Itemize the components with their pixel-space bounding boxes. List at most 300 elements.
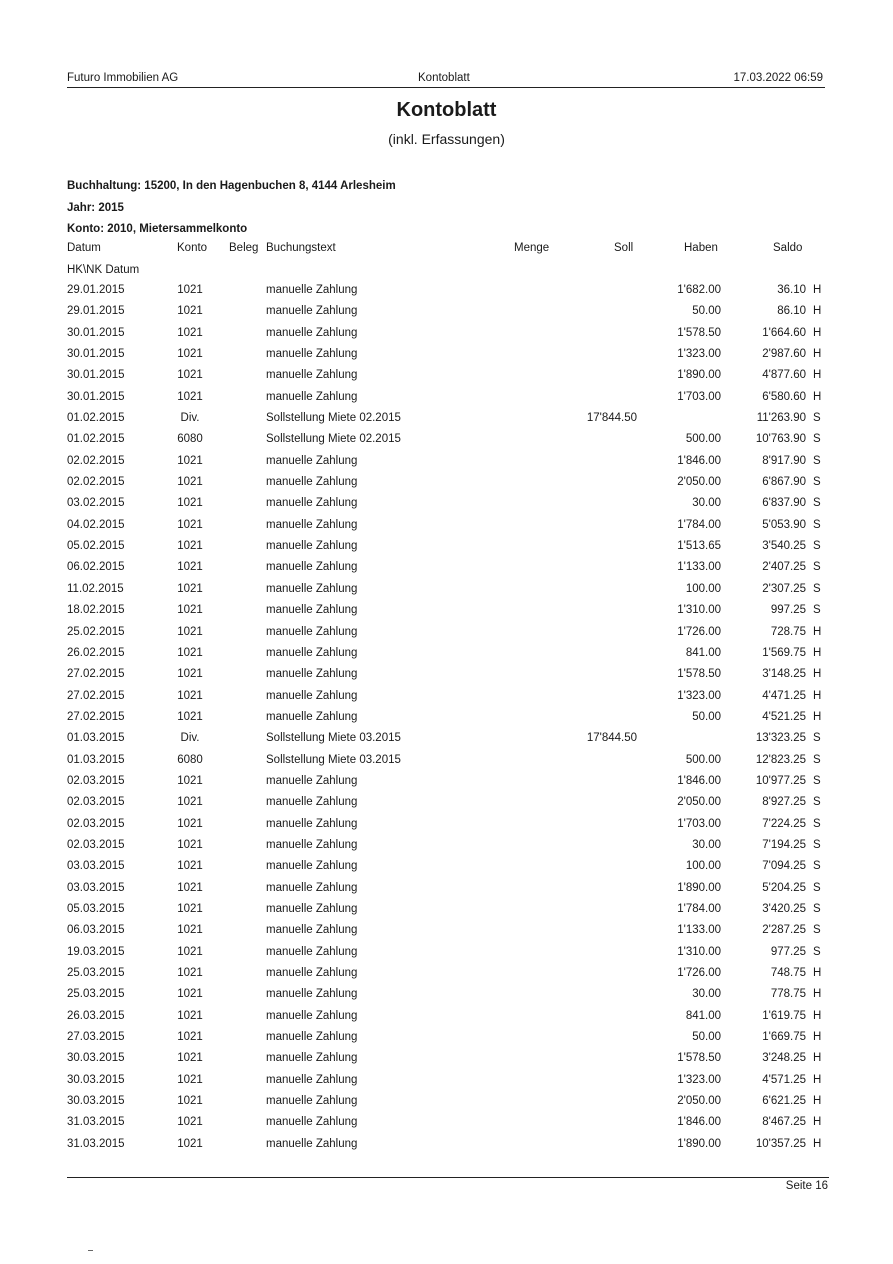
row-haben: 1'310.00: [677, 945, 721, 958]
col-buchungstext: Buchungstext: [266, 242, 336, 254]
row-konto: 1021: [177, 390, 203, 403]
row-saldo-side: S: [813, 753, 821, 766]
row-buchungstext: manuelle Zahlung: [266, 454, 358, 467]
row-date: 01.02.2015: [67, 433, 125, 446]
row-date: 30.03.2015: [67, 1073, 125, 1086]
table-row: [0, 391, 893, 412]
row-date: 02.03.2015: [67, 796, 125, 809]
table-row: [0, 1116, 893, 1137]
row-date: 30.01.2015: [67, 369, 125, 382]
row-saldo: 3'420.25: [762, 902, 806, 915]
row-saldo: 8'927.25: [762, 796, 806, 809]
row-konto: 1021: [177, 326, 203, 339]
row-konto: 1021: [177, 646, 203, 659]
col-soll: Soll: [614, 242, 634, 254]
row-saldo: 5'053.90: [762, 518, 806, 531]
row-buchungstext: manuelle Zahlung: [266, 625, 358, 638]
row-saldo: 3'148.25: [762, 668, 806, 681]
footer-divider: [67, 1177, 829, 1178]
row-saldo: 728.75: [770, 625, 806, 638]
row-konto: 6080: [177, 753, 203, 766]
row-buchungstext: manuelle Zahlung: [266, 774, 358, 787]
header-divider: [67, 87, 825, 88]
row-saldo: 11'263.90: [756, 412, 806, 425]
row-saldo: 977.25: [770, 945, 806, 958]
row-date: 19.03.2015: [67, 945, 125, 958]
row-saldo-side: S: [813, 796, 821, 809]
row-konto: 1021: [177, 881, 203, 894]
row-konto: 1021: [177, 625, 203, 638]
row-saldo-side: H: [813, 1095, 822, 1108]
row-haben: 50.00: [692, 1031, 721, 1044]
row-date: 27.02.2015: [67, 689, 125, 702]
row-buchungstext: manuelle Zahlung: [266, 838, 358, 851]
row-saldo-side: S: [813, 902, 821, 915]
row-konto: 1021: [177, 369, 203, 382]
row-haben: 100.00: [685, 582, 721, 595]
row-konto: 1021: [177, 967, 203, 979]
table-row: [0, 924, 893, 945]
row-haben: 1'784.00: [677, 902, 721, 915]
table-row: [0, 561, 893, 582]
row-saldo: 10'977.25: [755, 774, 806, 787]
row-saldo-side: H: [813, 646, 822, 659]
row-konto: 6080: [177, 433, 203, 446]
row-date: 27.02.2015: [67, 710, 125, 723]
row-date: 03.03.2015: [67, 860, 125, 873]
page-number: Seite 16: [785, 1180, 828, 1192]
row-date: 29.01.2015: [67, 284, 125, 296]
row-date: 18.02.2015: [67, 604, 125, 617]
row-saldo: 748.75: [770, 967, 806, 979]
row-saldo: 12'823.25: [755, 753, 806, 766]
row-saldo: 1'619.75: [762, 1009, 806, 1022]
row-date: 26.03.2015: [67, 1009, 125, 1022]
row-haben: 2'050.00: [677, 476, 721, 489]
row-haben: 1'513.65: [677, 540, 721, 553]
row-konto: 1021: [177, 1031, 203, 1044]
row-buchungstext: manuelle Zahlung: [266, 1009, 358, 1022]
row-konto: 1021: [177, 540, 203, 553]
row-haben: 1'310.00: [677, 604, 721, 617]
row-konto: 1021: [177, 838, 203, 851]
row-buchungstext: manuelle Zahlung: [266, 497, 358, 510]
row-date: 26.02.2015: [67, 646, 125, 659]
row-konto: 1021: [177, 860, 203, 873]
row-saldo-side: H: [813, 988, 822, 1001]
row-konto: Div.: [180, 412, 200, 425]
row-buchungstext: manuelle Zahlung: [266, 390, 358, 403]
row-date: 01.03.2015: [67, 753, 125, 766]
row-buchungstext: manuelle Zahlung: [266, 796, 358, 809]
row-haben: 841.00: [685, 646, 721, 659]
table-row: [0, 604, 893, 625]
row-konto: 1021: [177, 305, 203, 318]
row-date: 11.02.2015: [67, 582, 124, 595]
row-haben: 1'133.00: [677, 561, 721, 574]
row-buchungstext: manuelle Zahlung: [266, 689, 358, 702]
row-saldo-side: H: [813, 625, 822, 638]
row-haben: 50.00: [692, 710, 721, 723]
row-buchungstext: manuelle Zahlung: [266, 668, 358, 681]
row-saldo-side: S: [813, 924, 821, 937]
table-row: [0, 284, 893, 305]
row-saldo: 7'094.25: [762, 860, 806, 873]
row-saldo-side: H: [813, 967, 822, 979]
row-date: 05.02.2015: [67, 540, 125, 553]
row-saldo: 6'837.90: [762, 497, 806, 510]
table-row: [0, 1031, 893, 1052]
row-konto: 1021: [177, 1073, 203, 1086]
row-saldo-side: S: [813, 774, 821, 787]
row-konto: 1021: [177, 774, 203, 787]
row-konto: 1021: [177, 1052, 203, 1065]
row-buchungstext: manuelle Zahlung: [266, 1116, 358, 1129]
row-saldo-side: S: [813, 518, 821, 531]
row-saldo-side: H: [813, 1009, 822, 1022]
table-row: [0, 690, 893, 711]
table-row: [0, 668, 893, 689]
ledger-table-body: [0, 284, 893, 1159]
table-row: [0, 711, 893, 732]
row-saldo-side: H: [813, 1073, 822, 1086]
row-konto: 1021: [177, 988, 203, 1001]
row-saldo: 6'621.25: [762, 1095, 806, 1108]
row-buchungstext: Sollstellung Miete 02.2015: [266, 412, 401, 425]
row-buchungstext: Sollstellung Miete 03.2015: [266, 753, 401, 766]
row-saldo-side: S: [813, 881, 821, 894]
row-haben: 50.00: [692, 305, 721, 318]
row-konto: 1021: [177, 348, 203, 361]
row-haben: 1'323.00: [677, 348, 721, 361]
row-date: 30.03.2015: [67, 1095, 125, 1108]
col-hknk-datum: HK\NK Datum: [67, 264, 140, 276]
row-saldo: 10'357.25: [755, 1137, 806, 1150]
row-haben: 1'323.00: [677, 689, 721, 702]
row-saldo-side: H: [813, 1116, 822, 1129]
row-date: 30.01.2015: [67, 326, 125, 339]
table-row: [0, 647, 893, 668]
row-date: 02.02.2015: [67, 476, 125, 489]
row-haben: 1'682.00: [677, 284, 721, 296]
row-buchungstext: manuelle Zahlung: [266, 945, 358, 958]
table-row: [0, 839, 893, 860]
row-date: 02.03.2015: [67, 838, 125, 851]
row-saldo: 6'580.60: [762, 390, 806, 403]
row-saldo-side: S: [813, 497, 821, 510]
col-menge: Menge: [514, 242, 550, 254]
row-saldo: 3'540.25: [762, 540, 806, 553]
table-row: [0, 946, 893, 967]
row-date: 01.02.2015: [67, 412, 125, 425]
row-date: 02.03.2015: [67, 774, 125, 787]
row-date: 03.03.2015: [67, 881, 125, 894]
row-konto: 1021: [177, 561, 203, 574]
row-buchungstext: manuelle Zahlung: [266, 326, 358, 339]
row-saldo-side: S: [813, 540, 821, 553]
row-saldo: 36.10: [777, 284, 806, 296]
row-saldo: 2'307.25: [762, 582, 806, 595]
row-buchungstext: manuelle Zahlung: [266, 1031, 358, 1044]
row-buchungstext: manuelle Zahlung: [266, 561, 358, 574]
row-date: 03.02.2015: [67, 497, 125, 510]
row-saldo: 2'287.25: [762, 924, 806, 937]
row-haben: 1'890.00: [677, 369, 721, 382]
table-row: [0, 497, 893, 518]
row-haben: 1'890.00: [677, 881, 721, 894]
table-row: [0, 369, 893, 390]
row-saldo-side: H: [813, 689, 822, 702]
row-date: 04.02.2015: [67, 518, 125, 531]
col-konto: Konto: [177, 242, 208, 254]
row-konto: 1021: [177, 454, 203, 467]
row-saldo-side: S: [813, 433, 821, 446]
row-saldo: 4'877.60: [762, 369, 806, 382]
row-saldo-side: S: [813, 412, 821, 425]
row-saldo: 2'987.60: [762, 348, 806, 361]
header-datetime: 17.03.2022 06:59: [733, 72, 823, 84]
row-buchungstext: manuelle Zahlung: [266, 1095, 358, 1108]
col-haben: Haben: [684, 242, 718, 254]
row-buchungstext: manuelle Zahlung: [266, 860, 358, 873]
row-date: 25.03.2015: [67, 988, 125, 1001]
row-saldo-side: H: [813, 1052, 822, 1065]
row-konto: 1021: [177, 924, 203, 937]
row-date: 25.03.2015: [67, 967, 125, 979]
row-haben: 1'846.00: [677, 1116, 721, 1129]
row-konto: Div.: [180, 732, 200, 745]
row-saldo-side: S: [813, 604, 821, 617]
table-row: [0, 412, 893, 433]
table-row: [0, 583, 893, 604]
row-haben: 30.00: [692, 838, 721, 851]
row-buchungstext: Sollstellung Miete 03.2015: [266, 732, 401, 745]
row-konto: 1021: [177, 945, 203, 958]
row-date: 30.01.2015: [67, 348, 125, 361]
row-haben: 2'050.00: [677, 796, 721, 809]
table-row: [0, 476, 893, 497]
row-konto: 1021: [177, 710, 203, 723]
row-konto: 1021: [177, 689, 203, 702]
row-konto: 1021: [177, 1009, 203, 1022]
row-date: 27.02.2015: [67, 668, 125, 681]
row-haben: 1'726.00: [677, 625, 721, 638]
row-saldo-side: H: [813, 668, 822, 681]
row-saldo: 2'407.25: [762, 561, 806, 574]
row-saldo-side: S: [813, 817, 821, 830]
row-haben: 1'323.00: [677, 1073, 721, 1086]
table-row: [0, 433, 893, 454]
table-row: [0, 732, 893, 753]
row-saldo: 4'471.25: [762, 689, 806, 702]
row-saldo: 7'224.25: [762, 817, 806, 830]
table-row: [0, 967, 893, 988]
row-saldo: 1'664.60: [762, 326, 806, 339]
row-konto: 1021: [177, 902, 203, 915]
row-date: 25.02.2015: [67, 625, 125, 638]
header-document-type: Kontoblatt: [418, 72, 470, 84]
row-saldo-side: S: [813, 732, 821, 745]
table-row: [0, 519, 893, 540]
row-buchungstext: manuelle Zahlung: [266, 881, 358, 894]
row-saldo: 7'194.25: [762, 838, 806, 851]
row-konto: 1021: [177, 518, 203, 531]
row-haben: 1'846.00: [677, 454, 721, 467]
table-row: [0, 1010, 893, 1031]
table-row: [0, 348, 893, 369]
row-saldo-side: S: [813, 945, 821, 958]
row-haben: 1'133.00: [677, 924, 721, 937]
row-soll: 17'844.50: [586, 732, 637, 745]
row-saldo: 1'669.75: [762, 1031, 806, 1044]
row-haben: 841.00: [685, 1009, 721, 1022]
row-buchungstext: manuelle Zahlung: [266, 988, 358, 1001]
row-haben: 1'703.00: [677, 390, 721, 403]
row-buchungstext: manuelle Zahlung: [266, 476, 358, 489]
row-date: 06.02.2015: [67, 561, 125, 574]
row-haben: 2'050.00: [677, 1095, 721, 1108]
row-saldo: 6'867.90: [762, 476, 806, 489]
row-saldo-side: S: [813, 454, 821, 467]
row-saldo-side: H: [813, 710, 822, 723]
row-konto: 1021: [177, 668, 203, 681]
row-haben: 1'578.50: [677, 1052, 721, 1065]
row-saldo-side: H: [813, 305, 822, 318]
row-buchungstext: manuelle Zahlung: [266, 305, 358, 318]
row-saldo-side: H: [813, 369, 822, 382]
row-haben: 1'703.00: [677, 817, 721, 830]
meta-jahr: Jahr: 2015: [67, 202, 124, 214]
table-row: [0, 305, 893, 326]
col-saldo: Saldo: [773, 242, 803, 254]
row-haben: 1'846.00: [677, 774, 721, 787]
row-konto: 1021: [177, 1116, 203, 1129]
row-saldo-side: H: [813, 1031, 822, 1044]
row-haben: 1'890.00: [677, 1137, 721, 1150]
row-date: 02.03.2015: [67, 817, 125, 830]
row-buchungstext: manuelle Zahlung: [266, 540, 358, 553]
row-buchungstext: manuelle Zahlung: [266, 348, 358, 361]
row-date: 30.01.2015: [67, 390, 125, 403]
row-saldo: 86.10: [777, 305, 806, 318]
row-saldo-side: S: [813, 582, 821, 595]
row-buchungstext: manuelle Zahlung: [266, 1137, 358, 1150]
row-buchungstext: manuelle Zahlung: [266, 924, 358, 937]
col-datum: Datum: [67, 242, 101, 254]
row-buchungstext: manuelle Zahlung: [266, 604, 358, 617]
table-row: [0, 1138, 893, 1159]
row-saldo: 13'323.25: [755, 732, 806, 745]
table-row: [0, 882, 893, 903]
row-haben: 1'726.00: [677, 967, 721, 979]
row-haben: 1'578.50: [677, 326, 721, 339]
row-buchungstext: manuelle Zahlung: [266, 518, 358, 531]
row-saldo: 4'571.25: [762, 1073, 806, 1086]
row-saldo-side: S: [813, 561, 821, 574]
row-date: 05.03.2015: [67, 902, 125, 915]
row-saldo: 997.25: [770, 604, 806, 617]
row-haben: 30.00: [692, 988, 721, 1001]
table-row: [0, 540, 893, 561]
row-buchungstext: manuelle Zahlung: [266, 582, 358, 595]
table-row: [0, 818, 893, 839]
table-row: [0, 903, 893, 924]
row-konto: 1021: [177, 604, 203, 617]
table-row: [0, 796, 893, 817]
row-saldo-side: H: [813, 284, 822, 296]
row-haben: 100.00: [685, 860, 721, 873]
row-date: 31.03.2015: [67, 1137, 125, 1150]
row-saldo: 8'917.90: [762, 454, 806, 467]
row-saldo-side: S: [813, 476, 821, 489]
row-konto: 1021: [177, 817, 203, 830]
row-saldo-side: S: [813, 860, 821, 873]
row-saldo: 10'763.90: [755, 433, 806, 446]
meta-konto: Konto: 2010, Mietersammelkonto: [67, 223, 248, 235]
row-saldo-side: H: [813, 348, 822, 361]
row-konto: 1021: [177, 497, 203, 510]
table-row: [0, 626, 893, 647]
row-buchungstext: manuelle Zahlung: [266, 284, 358, 296]
row-date: 27.03.2015: [67, 1031, 125, 1044]
row-saldo: 778.75: [770, 988, 806, 1001]
row-saldo: 4'521.25: [762, 710, 806, 723]
row-saldo: 8'467.25: [762, 1116, 806, 1129]
table-row: [0, 988, 893, 1009]
row-konto: 1021: [177, 476, 203, 489]
row-buchungstext: manuelle Zahlung: [266, 1073, 358, 1086]
row-date: 06.03.2015: [67, 924, 125, 937]
row-buchungstext: manuelle Zahlung: [266, 646, 358, 659]
row-saldo: 3'248.25: [762, 1052, 806, 1065]
table-row: [0, 1074, 893, 1095]
row-haben: 1'578.50: [677, 668, 721, 681]
table-row: [0, 327, 893, 348]
row-konto: 1021: [177, 1137, 203, 1150]
row-konto: 1021: [177, 1095, 203, 1108]
row-date: 31.03.2015: [67, 1116, 125, 1129]
row-buchungstext: manuelle Zahlung: [266, 817, 358, 830]
page-title: Kontoblatt: [396, 99, 497, 121]
row-soll: 17'844.50: [586, 412, 637, 425]
table-header: [0, 242, 893, 258]
row-konto: 1021: [177, 582, 203, 595]
row-saldo-side: H: [813, 390, 822, 403]
row-haben: 1'784.00: [677, 518, 721, 531]
table-row: [0, 1052, 893, 1073]
row-saldo-side: S: [813, 838, 821, 851]
row-date: 30.03.2015: [67, 1052, 125, 1065]
table-row: [0, 775, 893, 796]
scan-mark: [88, 1250, 93, 1251]
col-beleg: Beleg: [229, 242, 259, 254]
row-buchungstext: manuelle Zahlung: [266, 710, 358, 723]
table-row: [0, 860, 893, 881]
row-haben: 30.00: [692, 497, 721, 510]
row-buchungstext: manuelle Zahlung: [266, 967, 358, 979]
row-saldo-side: H: [813, 326, 822, 339]
row-haben: 500.00: [685, 433, 721, 446]
row-konto: 1021: [177, 284, 203, 296]
row-haben: 500.00: [685, 753, 721, 766]
row-buchungstext: manuelle Zahlung: [266, 1052, 358, 1065]
row-saldo: 1'569.75: [762, 646, 806, 659]
table-row: [0, 754, 893, 775]
row-saldo-side: H: [813, 1137, 822, 1150]
header-company: Futuro Immobilien AG: [67, 72, 179, 84]
row-date: 29.01.2015: [67, 305, 125, 318]
row-buchungstext: manuelle Zahlung: [266, 902, 358, 915]
